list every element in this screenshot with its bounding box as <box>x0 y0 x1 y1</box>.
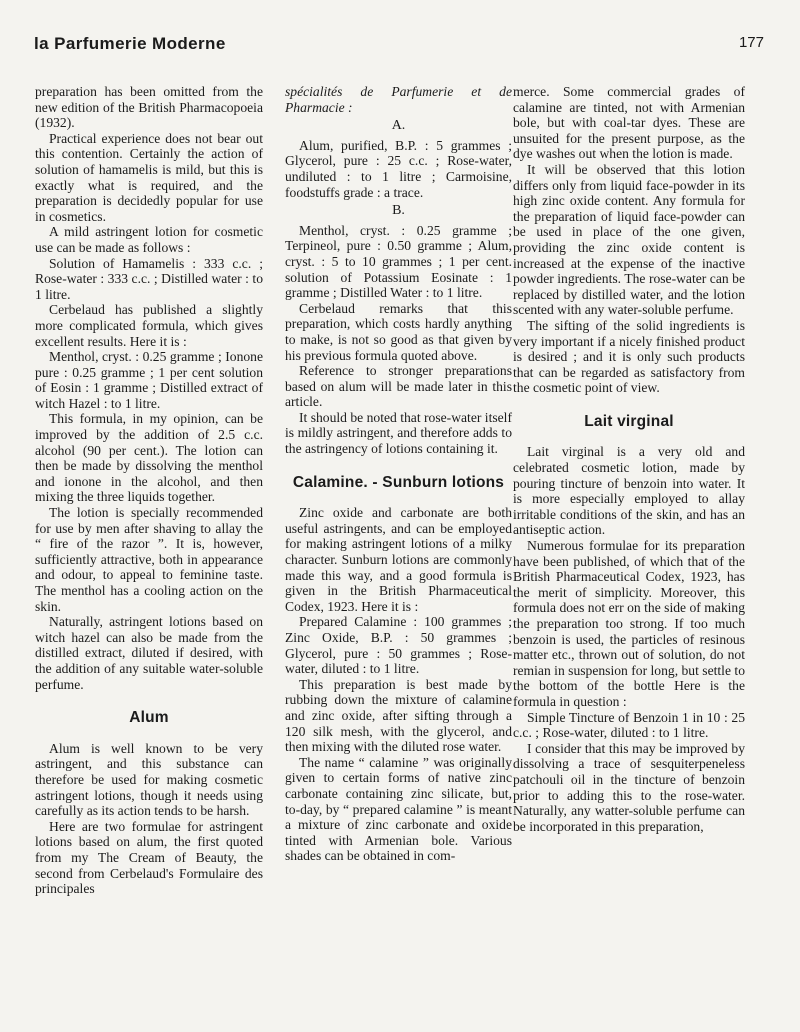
section-heading-alum: Alum <box>129 709 169 727</box>
paragraph: I consider that this may be improved by dissolving a trace of sesquiterpeneless patchouli oil in the tincture of benzoin prior to adding this to the rose-water. Naturally, any watter-soluble perfume can be incorporated in this preparation, <box>513 740 745 834</box>
paragraph: It should be noted that rose-water itself is mildly astringent, and therefore adds to the astringency of lotions containing it. <box>285 409 512 457</box>
paragraph: Lait virginal is a very old and celebrated cosmetic lotion, made by pouring tincture of benzoin into water. It is more especially employed to allay irritable conditions of the skin, and has an antiseptic action. <box>513 444 745 538</box>
paragraph: Cerbelaud has published a slightly more complicated formula, which gives excellent results. Here it is : <box>35 302 263 349</box>
paragraph: It will be observed that this lotion differs only from liquid face-powder in its high zinc oxide content. Any formula for the preparation of liquid face-powder can be used in place of the one given, providing the zinc oxide content is increased at the expense of the inactive powder ingredients. The rose-water can be replaced by distilled water, and the lotion scented with any water-soluble perfume. <box>513 161 745 318</box>
paragraph: Numerous formulae for its preparation have been published, of which that of the British Pharmaceutical Codex, 1923, has the merit of simplicity. Moreover, this formula does not err on the side of making the preparation too strong. If too much benzoin is used, the particles of resinous matter etc., thrown out of solution, do not remian in suspension for long, but settle to the bottom of the bottle Here is the formula in question : <box>513 538 745 709</box>
formula-paragraph: Menthol, cryst. : 0.25 gramme ; Terpineol, pure : 0.50 gramme ; Alum, cryst. : 5 to 10 grammes ; 1 per cent. solution of Potassium Eosinate : 1 gramme ; Distilled Water : to 1 litre. <box>285 222 512 301</box>
paragraph: spécialités de Parfumerie et de Pharmacie : <box>285 84 512 115</box>
formula-label-b: B. <box>392 203 405 219</box>
formula-paragraph: Menthol, cryst. : 0.25 gramme ; Ionone pure : 0.25 gramme ; 1 per cent solution of Eosin : 1 gramme ; Distilled extract of witch Hazel : to 1 litre. <box>35 349 263 411</box>
running-header <box>34 34 764 58</box>
formula-paragraph: Alum, purified, B.P. : 5 grammes ; Glycerol, pure : 25 c.c. ; Rose-water, undiluted : to 1 litre ; Carmoisine, foodstuffs grade : a trace. <box>285 137 512 200</box>
page-number: 177 <box>738 34 764 51</box>
column-1 <box>35 84 263 897</box>
paragraph: Reference to stronger preparations based on alum will be made later in this article. <box>285 363 512 410</box>
paragraph: Practical experience does not bear out this contention. Certainly the action of solution of hamamelis is mild, but this is exactly what is required, and the preparation is decidedly popular for use in cosmetics. <box>35 130 263 224</box>
paragraph: Cerbelaud remarks that this preparation, which costs hardly anything to make, is not so good as that given by his previous formula quoted above. <box>285 300 512 363</box>
column-2 <box>285 84 512 864</box>
paragraph: This formula, in my opinion, can be improved by the addition of 2.5 c.c. alcohol (90 per cent.). The lotion can then be made by dissolving the menthol and ionone in the alcohol, and then mixing the three liquids together. <box>35 411 263 505</box>
paragraph: merce. Some commercial grades of calamine are tinted, not with Armenian bole, but with coal-tar dyes. These are unsuited for the present purpose, as the dye washes out when the lotion is made. <box>513 84 745 162</box>
paragraph: This preparation is best made by rubbing down the mixture of calamine and zinc oxide, after sifting through a 120 silk mesh, with the glycerol, and then mixing with the diluted rose water. <box>285 676 512 755</box>
paragraph: Zinc oxide and carbonate are both useful astringents, and can be employed for making astringent lotions of a milky character. Sunburn lotions are commonly made this way, and a good formula is given in the British Pharmaceutical Codex, 1923. Here it is : <box>285 505 512 614</box>
column-3 <box>513 84 745 834</box>
journal-title: la Parfumerie Moderne <box>34 34 226 53</box>
formula-paragraph: Simple Tincture of Benzoin 1 in 10 : 25 c.c. ; Rose-water, diluted : to 1 litre. <box>513 709 745 741</box>
formula-paragraph: Prepared Calamine : 100 grammes ; Zinc Oxide, B.P. : 50 grammes ; Glycerol, pure : 50 grammes ; Rose-water, diluted : to 1 litre. <box>285 614 512 677</box>
paragraph: The sifting of the solid ingredients is very important if a nicely finished product is desired ; and it is only such products that can be regarded as satisfactory from the cosmetic point of view. <box>513 317 745 396</box>
paragraph: Here are two formulae for astringent lotions based on alum, the first quoted from my The Cream of Beauty, the second from Cerbelaud's Formulaire des principales <box>35 818 263 897</box>
paragraph: Alum is well known to be very astringent, and this substance can therefore be used for making cosmetic astringent lotions, though it needs using carefully as its action tends to be harsh. <box>35 740 263 819</box>
formula-label-a: A. <box>391 118 406 134</box>
section-heading-lait-virginal: Lait virginal <box>584 412 674 430</box>
paragraph: Naturally, astringent lotions based on witch hazel can also be made from the distilled extract, diluted if desired, with the addition of any suitable water-soluble perfume. <box>35 614 263 692</box>
paragraph: preparation has been omitted from the new edition of the British Pharmacopoeia (1932). <box>35 84 263 131</box>
formula-paragraph: Solution of Hamamelis : 333 c.c. ; Rose-water : 333 c.c. ; Distilled water : to 1 litre. <box>35 255 263 302</box>
paragraph: A mild astringent lotion for cosmetic use can be made as follows : <box>35 224 263 255</box>
paragraph: The name “ calamine ” was originally given to certain forms of native zinc carbonate containing zinc silicate, but, to-day, by “ prepared calamine ” is meant a mixture of zinc carbonate and oxide tinted with Armenian bole. Various shades can be obtained in com- <box>285 754 512 864</box>
paragraph: The lotion is specially recommended for use by men after shaving to allay the “ fire of the razor ”. It is, however, sufficiently attractive, both in appearance and odour, to appeal to feminine taste. The menthol has a cooling action on the skin. <box>35 505 263 614</box>
section-heading-calamine: Calamine. - Sunburn lotions <box>292 473 505 491</box>
